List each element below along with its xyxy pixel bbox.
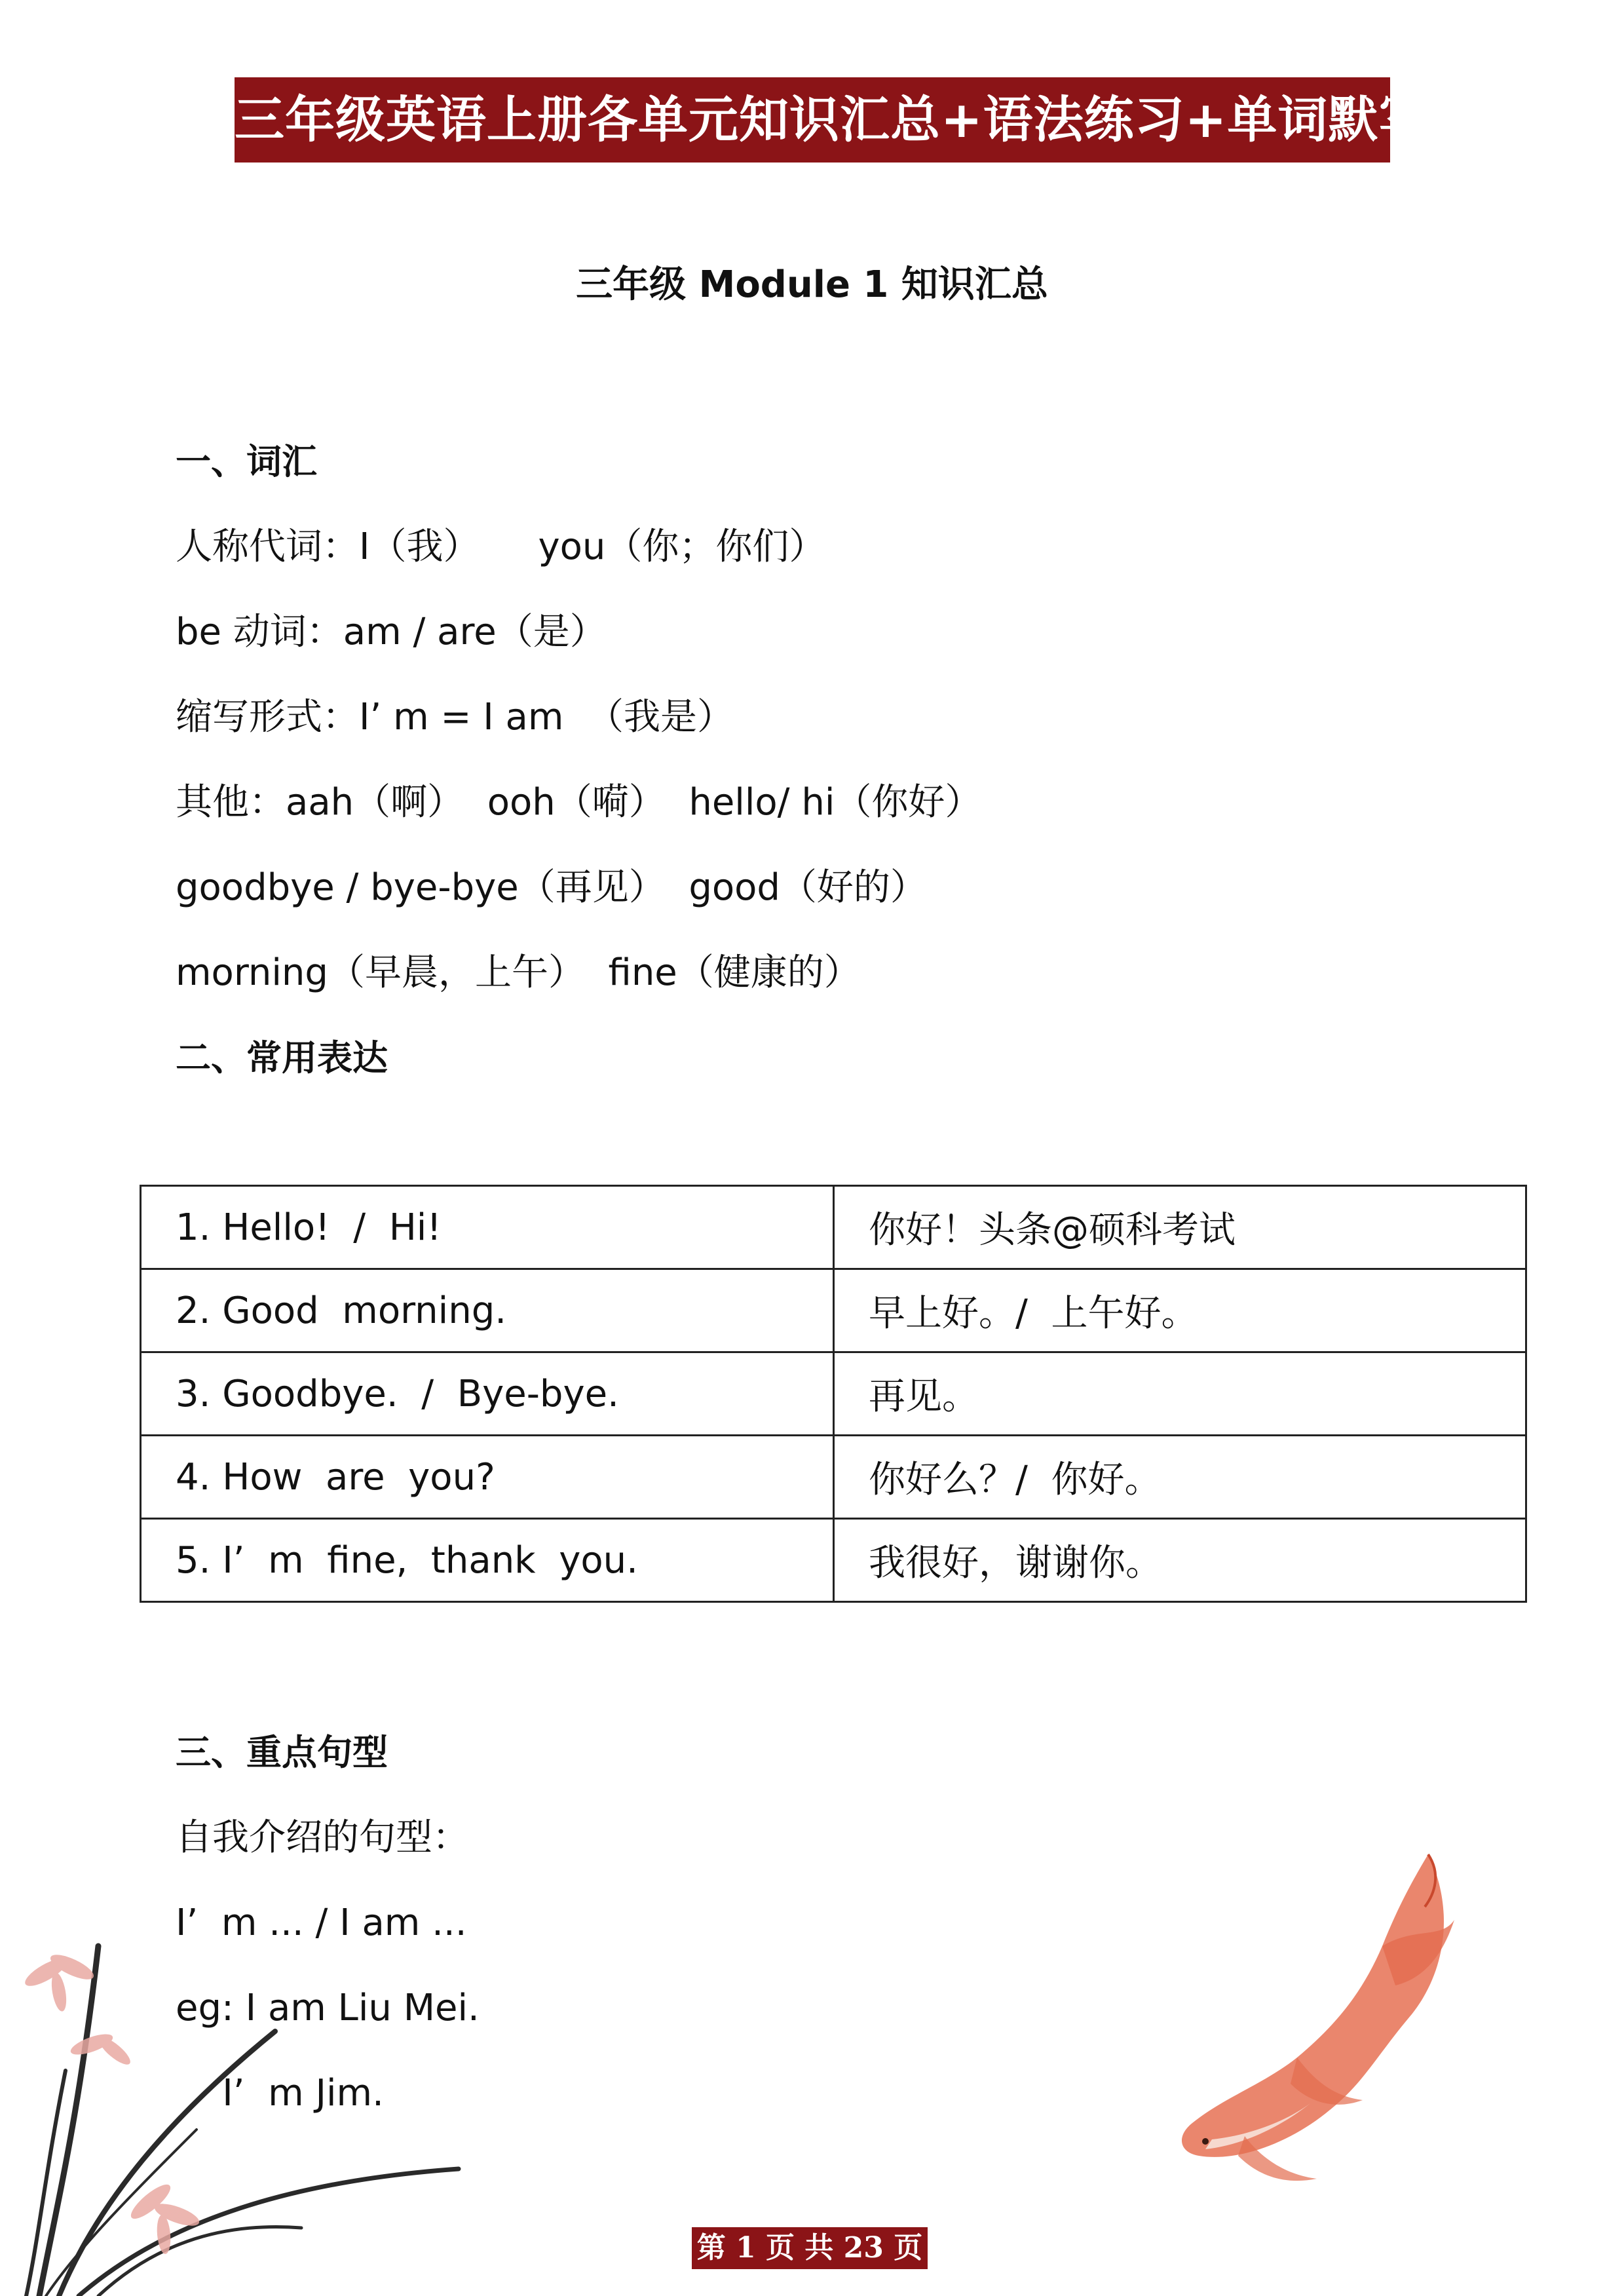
expression-english: 3. Goodbye. / Bye-bye. xyxy=(141,1352,834,1436)
section-heading-vocab: 一、词汇 xyxy=(176,441,317,482)
vocab-line-others: 其他：aah（啊） ooh（嗬） hello/ hi（你好） xyxy=(176,781,982,824)
vocab-line-contraction: 缩写形式：I’ m = I am （我是） xyxy=(176,696,734,738)
expression-english: 4. How are you? xyxy=(141,1436,834,1519)
vocab-line-goodbye: goodbye / bye-bye（再见） good（好的） xyxy=(176,866,927,909)
expression-english: 5. I’ m fine, thank you. xyxy=(141,1519,834,1602)
pattern-line-template: I’ m ... / I am ... xyxy=(176,1902,467,1944)
pattern-line-example-2: I’ m Jim. xyxy=(176,2072,384,2114)
expression-chinese: 你好！头条@硕科考试 xyxy=(834,1186,1526,1269)
expressions-table xyxy=(140,1185,1527,1603)
koi-fish-illustration xyxy=(1166,1848,1467,2189)
page-banner-title: 三年级英语上册各单元知识汇总+语法练习+单词默写 xyxy=(235,77,1390,163)
expression-chinese: 再见。 xyxy=(834,1352,1526,1436)
table-row xyxy=(141,1352,1526,1436)
module-title: 三年级 Module 1 知识汇总 xyxy=(576,263,1048,306)
pattern-line-intro: 自我介绍的句型： xyxy=(176,1816,469,1859)
section-heading-expressions: 二、常用表达 xyxy=(176,1037,388,1079)
expression-chinese: 早上好。/ 上午好。 xyxy=(834,1269,1526,1352)
vocab-line-morning: morning（早晨，上午） fine（健康的） xyxy=(176,951,861,994)
pattern-line-example-1: eg: I am Liu Mei. xyxy=(176,1987,480,2029)
expression-english: 2. Good morning. xyxy=(141,1269,834,1352)
table-row xyxy=(141,1436,1526,1519)
section-heading-patterns: 三、重点句型 xyxy=(176,1732,388,1773)
expression-chinese: 你好么？/ 你好。 xyxy=(834,1436,1526,1519)
table-row xyxy=(141,1186,1526,1269)
orchid-illustration xyxy=(0,1920,498,2296)
expression-english: 1. Hello! / Hi! xyxy=(141,1186,834,1269)
page-number-footer: 第 1 页 共 23 页 xyxy=(692,2227,928,2269)
expression-chinese: 我很好，谢谢你。 xyxy=(834,1519,1526,1602)
table-row xyxy=(141,1269,1526,1352)
vocab-line-be-verb: be 动词：am / are（是） xyxy=(176,611,607,653)
vocab-line-pronouns: 人称代词：I（我） you（你；你们） xyxy=(176,526,826,568)
table-row xyxy=(141,1519,1526,1602)
